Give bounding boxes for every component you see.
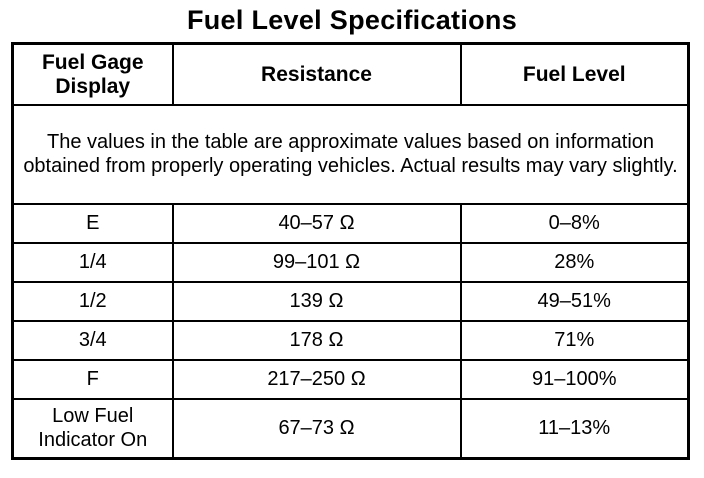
header-resistance: Resistance bbox=[173, 44, 461, 106]
cell-display: E bbox=[13, 204, 173, 243]
cell-display: F bbox=[13, 360, 173, 399]
cell-resistance: 99–101 Ω bbox=[173, 243, 461, 282]
cell-fuel-level: 0–8% bbox=[461, 204, 689, 243]
low-fuel-line1: Low Fuel bbox=[52, 405, 134, 428]
cell-fuel-level: 11–13% bbox=[461, 399, 689, 459]
cell-display: 3/4 bbox=[13, 321, 173, 360]
table-row-low-fuel bbox=[13, 399, 689, 459]
fuel-level-spec-table bbox=[11, 42, 690, 460]
cell-fuel-level: 71% bbox=[461, 321, 689, 360]
table-row bbox=[13, 321, 689, 360]
table-row bbox=[13, 282, 689, 321]
low-fuel-line2: Indicator On bbox=[38, 429, 148, 452]
header-fuel-level: Fuel Level bbox=[461, 44, 689, 106]
table-row bbox=[13, 243, 689, 282]
cell-resistance: 67–73 Ω bbox=[173, 399, 461, 459]
table-note: The values in the table are approximate values based on information obtained from properly operating vehicles. Actual results may vary slightly. bbox=[13, 105, 689, 204]
cell-display: 1/2 bbox=[13, 282, 173, 321]
cell-fuel-level: 49–51% bbox=[461, 282, 689, 321]
cell-resistance: 40–57 Ω bbox=[173, 204, 461, 243]
cell-resistance: 139 Ω bbox=[173, 282, 461, 321]
cell-resistance: 217–250 Ω bbox=[173, 360, 461, 399]
table-note-row bbox=[13, 105, 689, 204]
cell-resistance: 178 Ω bbox=[173, 321, 461, 360]
cell-fuel-level: 28% bbox=[461, 243, 689, 282]
table-row bbox=[13, 360, 689, 399]
table-row bbox=[13, 204, 689, 243]
page-title: Fuel Level Specifications bbox=[186, 5, 518, 35]
header-display-line1: Fuel Gage bbox=[41, 50, 144, 74]
table-header-row bbox=[13, 44, 689, 106]
cell-fuel-level: 91–100% bbox=[461, 360, 689, 399]
cell-display: 1/4 bbox=[13, 243, 173, 282]
header-display-line2: Display bbox=[55, 74, 131, 98]
header-fuel-gage-display bbox=[13, 44, 173, 106]
cell-display bbox=[13, 399, 173, 459]
